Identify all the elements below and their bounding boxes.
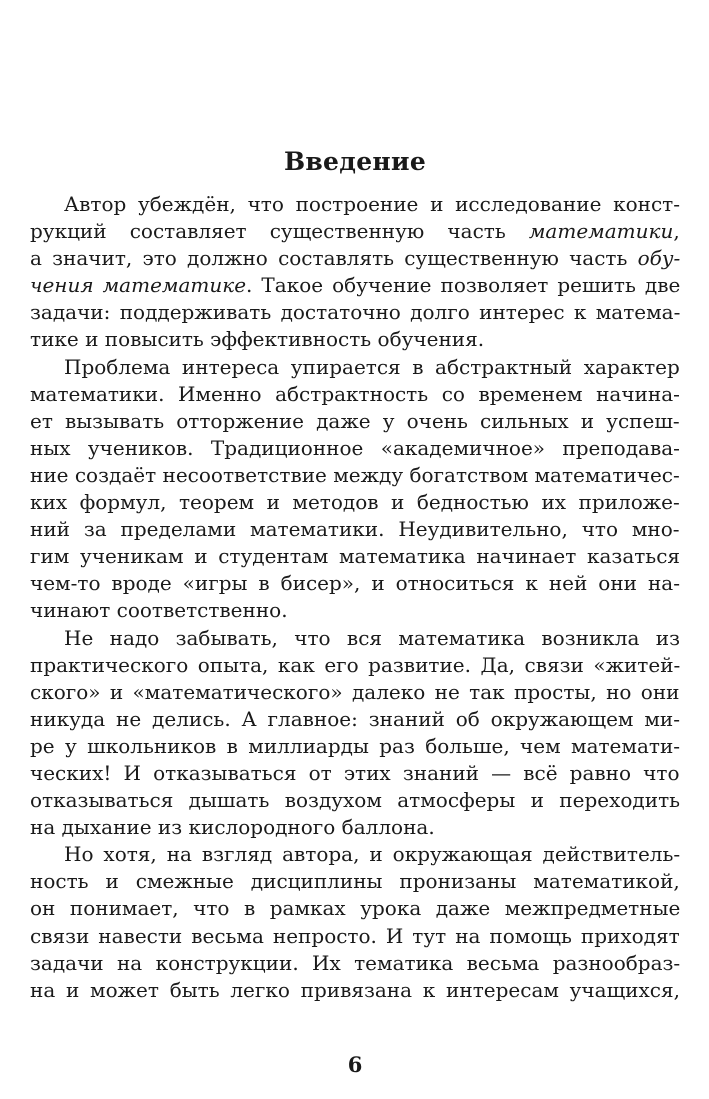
- text-segment: ние создаёт несоответствие между богатством математичес-: [30, 462, 680, 487]
- text-line: [30, 354, 680, 381]
- text-line: [30, 895, 680, 922]
- text-line: [30, 977, 680, 1004]
- text-line: [30, 760, 680, 787]
- text-segment: Но хотя, на взгляд автора, и окружающая действитель-: [64, 842, 681, 867]
- text-segment: тике и повысить эффективность обучения.: [30, 327, 485, 352]
- text-line: [30, 299, 680, 326]
- text-segment: ность и смежные дисциплины пронизаны математикой,: [30, 869, 680, 894]
- text-segment: чем-то вроде «игры в бисер», и относиться к ней они на-: [30, 571, 680, 596]
- text-segment: ре у школьников в миллиарды раз больше, чем математи-: [30, 733, 681, 758]
- text-line: [30, 408, 680, 435]
- page-number: 6: [347, 1052, 363, 1077]
- text-segment: на дыхание из кислородного баллона.: [30, 815, 435, 840]
- text-segment: отказываться дышать воздухом атмосферы и переходить: [30, 788, 681, 813]
- text-line: [30, 679, 680, 706]
- text-line: [30, 950, 680, 977]
- text-segment: ных учеников. Традиционное «академичное» преподава-: [30, 435, 680, 460]
- text-segment: связи навести весьма непросто. И тут на помощь приходят: [30, 923, 680, 948]
- text-segment: задачи: поддерживать достаточно долго интерес к матема-: [30, 300, 681, 325]
- text-line: [30, 706, 680, 733]
- text-segment: Не надо забывать, что вся математика возникла из: [64, 625, 680, 650]
- text-segment: гим ученикам и студентам математика начинает казаться: [30, 544, 681, 569]
- text-line: [30, 462, 680, 489]
- text-segment: . Такое обучение позволяет решить две: [246, 273, 681, 298]
- text-line: [30, 814, 680, 841]
- text-line: [30, 516, 680, 543]
- italic-text-segment: математики: [528, 219, 674, 244]
- text-line: [30, 435, 680, 462]
- text-segment: ких формул, теорем и методов и бедностью их приложе-: [30, 490, 680, 515]
- text-line: [30, 191, 680, 218]
- text-segment: ского» и «математического» далеко не так просты, но они: [30, 679, 680, 704]
- text-segment: а значит, это должно составлять существенную часть: [30, 246, 638, 271]
- text-line: [30, 489, 680, 516]
- text-line: [30, 733, 680, 760]
- text-segment: математики. Именно абстрактность со временем начина-: [30, 381, 680, 406]
- body-text: [30, 191, 680, 1004]
- text-segment: ний за пределами математики. Неудивительно, что мно-: [30, 517, 680, 542]
- text-line: [30, 543, 680, 570]
- text-line: [30, 841, 680, 868]
- text-line: [30, 625, 680, 652]
- text-segment: рукций составляет существенную часть: [30, 219, 529, 244]
- text-segment: ет вызывать отторжение даже у очень сильных и успеш-: [30, 408, 680, 433]
- text-line: [30, 272, 680, 299]
- text-line: [30, 570, 680, 597]
- text-segment: он понимает, что в рамках урока даже межпредметные: [30, 896, 681, 921]
- text-segment: практического опыта, как его развитие. Да, связи «житей-: [30, 652, 681, 677]
- text-segment: задачи на конструкции. Их тематика весьма разнообраз-: [30, 950, 681, 975]
- text-line: [30, 381, 680, 408]
- text-line: [30, 597, 680, 624]
- text-segment: ,: [673, 219, 680, 244]
- text-line: [30, 868, 680, 895]
- text-segment: на и может быть легко привязана к интересам учащихся,: [30, 977, 680, 1002]
- text-segment: никуда не делись. А главное: знаний об окружающем ми-: [30, 706, 680, 731]
- text-segment: чинают соответственно.: [30, 598, 288, 623]
- text-line: [30, 923, 680, 950]
- text-line: [30, 326, 680, 353]
- text-segment: ческих! И отказываться от этих знаний — всё равно что: [30, 760, 680, 785]
- text-line: [30, 652, 680, 679]
- text-line: [30, 245, 680, 272]
- text-line: [30, 787, 680, 814]
- text-line: [30, 218, 680, 245]
- italic-text-segment: обу-: [637, 246, 681, 271]
- text-segment: Автор убеждён, что построение и исследование конст-: [64, 192, 680, 216]
- text-segment: Проблема интереса упирается в абстрактный характер: [64, 354, 680, 379]
- page-title: Введение: [283, 147, 427, 176]
- italic-text-segment: чения математике: [30, 273, 247, 298]
- book-page: [30, 0, 680, 1099]
